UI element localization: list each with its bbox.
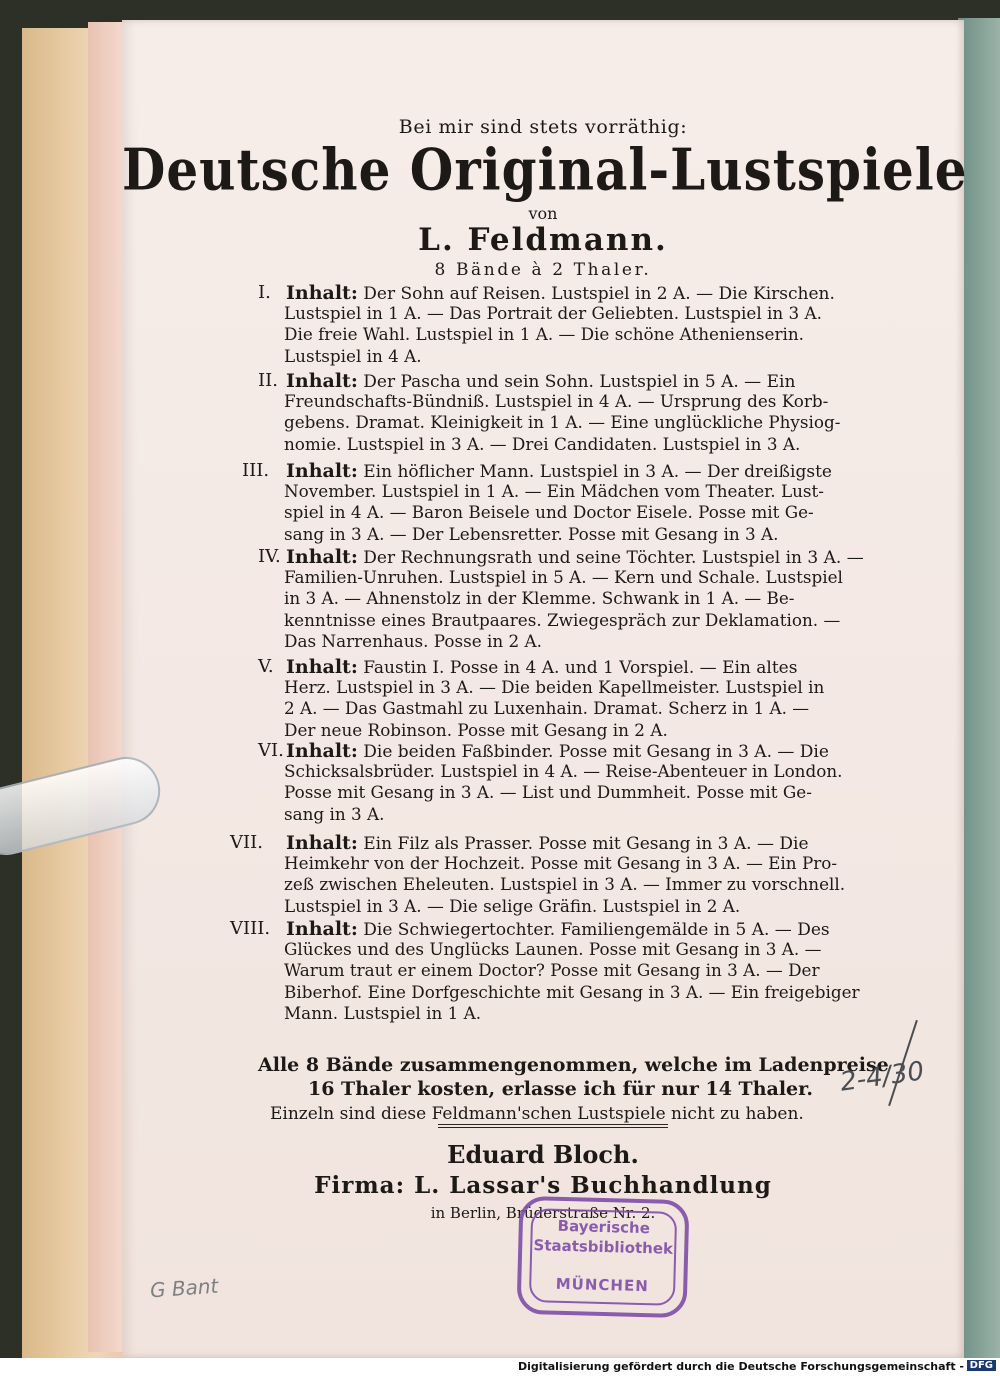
volume-line: Freundschafts-Bündniß. Lustspiel in 4 A. — Ursprung des Korb- (284, 391, 829, 412)
volume-line: 2 A. — Das Gastmahl zu Luxenhain. Dramat. Scherz in 1 A. — (284, 698, 810, 719)
volume-number: V. (258, 656, 274, 677)
inhalt-label: Inhalt: (286, 740, 358, 762)
inhalt-label: Inhalt: (286, 282, 358, 304)
volume-line: Inhalt: Ein höflicher Mann. Lustspiel in 3 A. — Der dreißigste (286, 460, 832, 482)
price-line: 8 Bände à 2 Thaler. (434, 260, 652, 280)
volume-number: VIII. (230, 918, 271, 939)
volume-line: Schicksalsbrüder. Lustspiel in 4 A. — Reise-Abenteuer in London. (284, 761, 843, 782)
dfg-logo: DFG (967, 1360, 996, 1371)
book-page-edge-left (88, 22, 124, 1352)
volume-line: Inhalt: Die beiden Faßbinder. Posse mit Gesang in 3 A. — Die (286, 740, 829, 762)
volume-number: IV. (258, 546, 281, 567)
library-stamp (516, 1196, 689, 1318)
volume-line: Lustspiel in 4 A. (284, 345, 422, 366)
closing-line-2: 16 Thaler kosten, erlasse ich für nur 14 Thaler. (308, 1078, 814, 1100)
publisher-address: in Berlin, Brüderstraße Nr. 2. (430, 1204, 656, 1222)
pencil-note-left: G Bant (149, 1273, 220, 1303)
volume-number: III. (242, 460, 270, 481)
book-cover-right (958, 18, 1000, 1358)
volume-line: Inhalt: Der Sohn auf Reisen. Lustspiel in 2 A. — Die Kirschen. (286, 282, 835, 304)
pencil-note-right: 2-4/30 (838, 1056, 926, 1098)
volume-number: II. (258, 370, 278, 391)
digitization-footer (0, 1358, 1000, 1376)
von-line: von (528, 204, 558, 223)
volume-line: zeß zwischen Eheleuten. Lustspiel in 3 A. — Immer zu vorschnell. (284, 874, 846, 895)
stamp-line-2: Staatsbibliothek (533, 1236, 674, 1258)
stamp-line-3: MÜNCHEN (555, 1274, 650, 1296)
volume-line: gebens. Dramat. Kleinigkeit in 1 A. — Eine unglückliche Physiog- (284, 412, 841, 433)
volume-line: Posse mit Gesang in 3 A. — List und Dummheit. Posse mit Ge- (284, 782, 812, 803)
intro-line: Bei mir sind stets vorräthig: (398, 116, 688, 138)
volume-line: sang in 3 A. (284, 803, 385, 824)
volume-line: Der neue Robinson. Posse mit Gesang in 2 A. (284, 719, 668, 740)
volume-line: kenntnisse eines Brautpaares. Zwiegespräch zur Deklamation. — (284, 609, 841, 630)
divider-rule (438, 1124, 668, 1128)
volume-number: VI. (258, 740, 284, 761)
volume-line: Herz. Lustspiel in 3 A. — Die beiden Kapellmeister. Lustspiel in (284, 677, 825, 698)
volume-line: Die freie Wahl. Lustspiel in 1 A. — Die schöne Athenienserin. (284, 324, 804, 345)
volume-line: Inhalt: Der Pascha und sein Sohn. Lustspiel in 5 A. — Ein (286, 370, 796, 392)
volume-line: Familien-Unruhen. Lustspiel in 5 A. — Kern und Schale. Lustspiel (284, 567, 843, 588)
volume-line: Inhalt: Ein Filz als Prasser. Posse mit Gesang in 3 A. — Die (286, 832, 809, 854)
inhalt-label: Inhalt: (286, 918, 358, 940)
footer-text: Digitalisierung gefördert durch die Deutsche Forschungsgemeinschaft - (517, 1360, 964, 1373)
volume-line: in 3 A. — Ahnenstolz in der Klemme. Schwank in 1 A. — Be- (284, 588, 795, 609)
volume-line: Mann. Lustspiel in 1 A. (284, 1002, 482, 1023)
inhalt-label: Inhalt: (286, 370, 358, 392)
volume-line: Lustspiel in 3 A. — Die selige Gräfin. Lustspiel in 2 A. (284, 895, 741, 916)
volume-line: Warum traut er einem Doctor? Posse mit Gesang in 3 A. — Der (284, 960, 820, 981)
closing-line-3: Einzeln sind diese Feldmann'schen Lustspiele nicht zu haben. (270, 1104, 804, 1124)
volume-line: nomie. Lustspiel in 3 A. — Drei Candidaten. Lustspiel in 3 A. (284, 433, 801, 454)
inhalt-label: Inhalt: (286, 832, 358, 854)
stamp-line-1: Bayerische (557, 1216, 651, 1238)
volume-line: Glückes und des Unglücks Launen. Posse mit Gesang in 3 A. — (284, 939, 822, 960)
volume-line: spiel in 4 A. — Baron Beisele und Doctor Eisele. Posse mit Ge- (284, 502, 814, 523)
volume-number: VII. (230, 832, 263, 853)
volume-line: Inhalt: Der Rechnungsrath und seine Töchter. Lustspiel in 3 A. — (286, 546, 864, 568)
volume-line: November. Lustspiel in 1 A. — Ein Mädchen vom Theater. Lust- (284, 481, 824, 502)
closing-line-1: Alle 8 Bände zusammengenommen, welche im Ladenpreise (258, 1054, 889, 1076)
publisher-name: Eduard Bloch. (447, 1140, 639, 1169)
volume-line: Inhalt: Faustin I. Posse in 4 A. und 1 Vorspiel. — Ein altes (286, 656, 798, 678)
inhalt-label: Inhalt: (286, 546, 358, 568)
volume-line: Lustspiel in 1 A. — Das Portrait der Geliebten. Lustspiel in 3 A. (284, 303, 822, 324)
volume-line: Inhalt: Die Schwiegertochter. Familiengemälde in 5 A. — Des (286, 918, 830, 940)
inhalt-label: Inhalt: (286, 656, 358, 678)
volume-line: sang in 3 A. — Der Lebensretter. Posse mit Gesang in 3 A. (284, 523, 779, 544)
inhalt-label: Inhalt: (286, 460, 358, 482)
volume-number: I. (258, 282, 271, 303)
page-title: Deutsche Original-Lustspiele (122, 135, 968, 204)
publisher-firm: Firma: L. Lassar's Buchhandlung (314, 1172, 772, 1199)
volume-line: Biberhof. Eine Dorfgeschichte mit Gesang in 3 A. — Ein freigebiger (284, 981, 860, 1002)
volume-line: Heimkehr von der Hochzeit. Posse mit Gesang in 3 A. — Ein Pro- (284, 853, 838, 874)
author-name: L. Feldmann. (418, 222, 668, 258)
volume-line: Das Narrenhaus. Posse in 2 A. (284, 630, 542, 651)
